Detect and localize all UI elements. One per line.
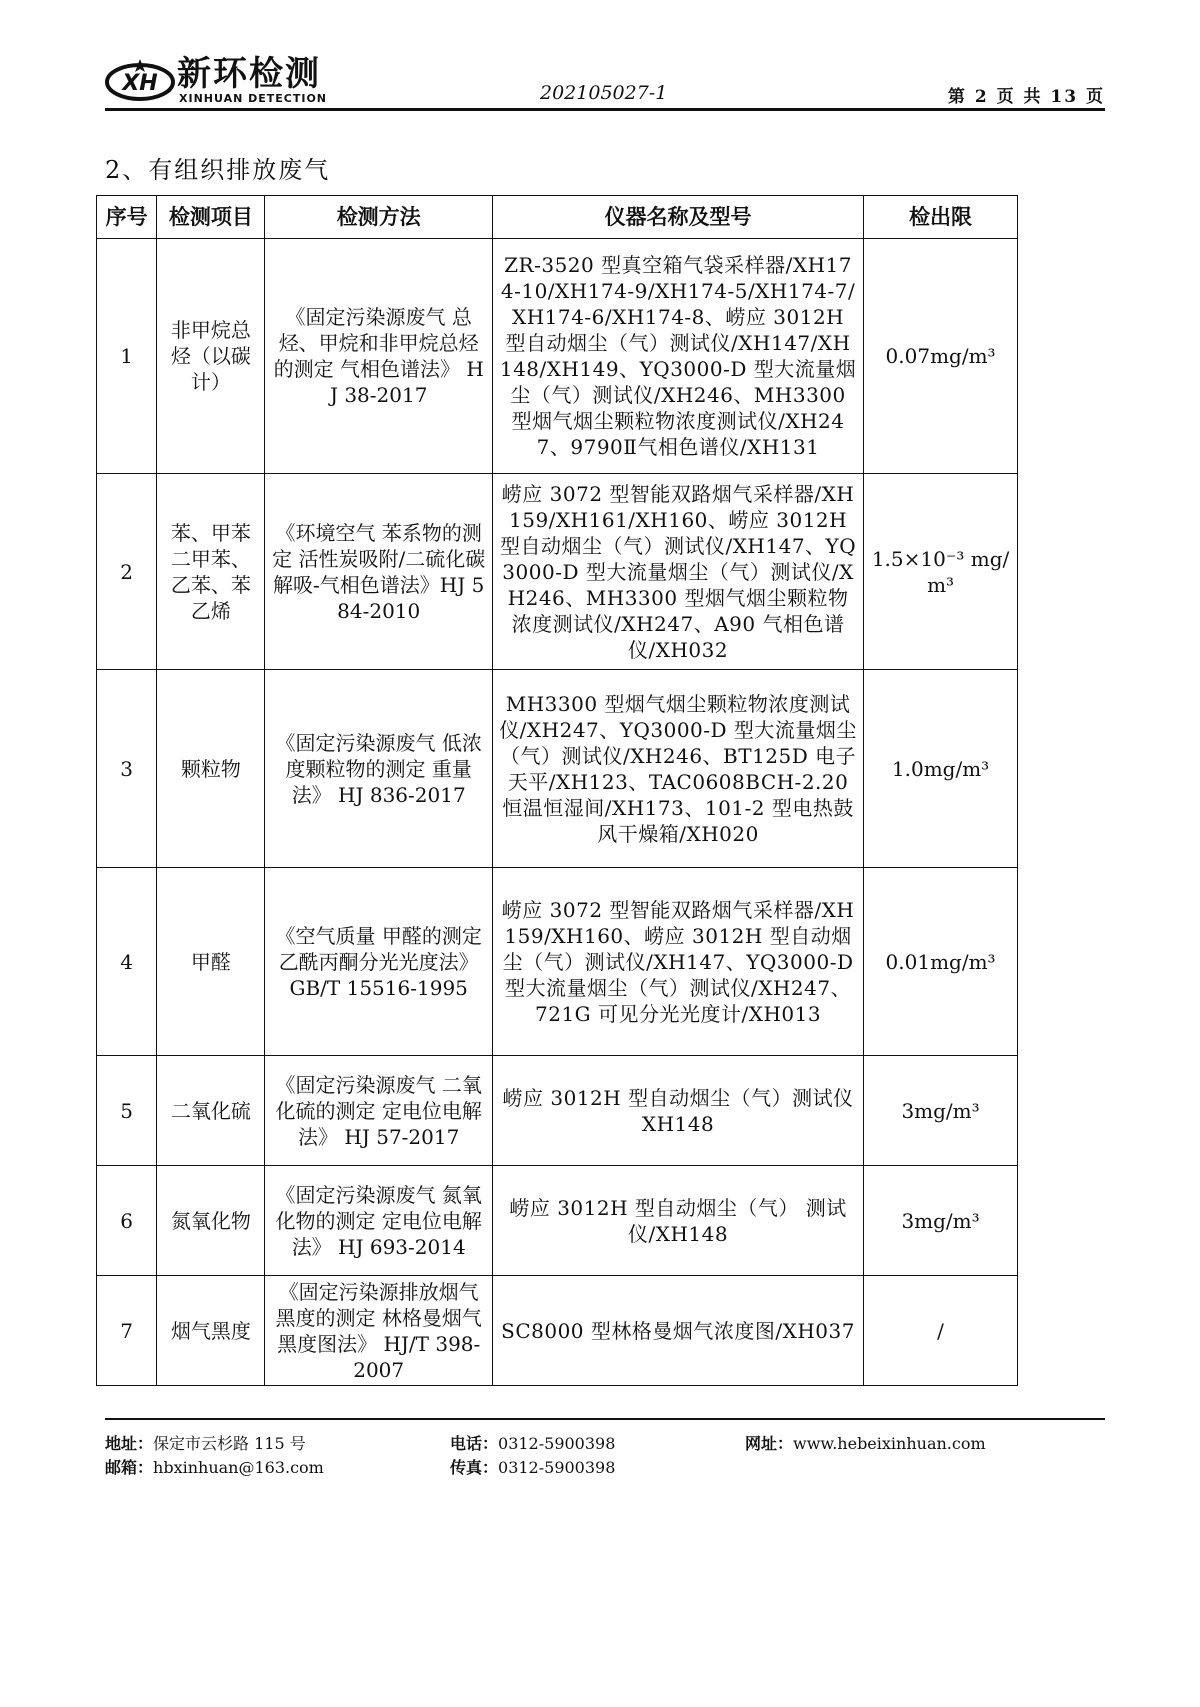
cell-limit: 1.5×10⁻³ mg/m³ [864,474,1018,670]
cell-no: 7 [97,1276,157,1386]
header-limit: 检出限 [864,196,1018,239]
table-row [97,1056,1018,1166]
phone-value: 0312-5900398 [498,1434,616,1453]
cell-instrument: MH3300 型烟气烟尘颗粒物浓度测试仪/XH247、YQ3000-D 型大流量烟尘（气）测试仪/XH246、BT125D 电子天平/XH123、TAC0608BCH-2.20 恒温恒湿间/XH173、101-2 型电热鼓风干燥箱/XH020 [493,670,864,868]
cell-method: 《空气质量 甲醛的测定 乙酰丙酮分光光度法》 GB/T 15516-1995 [265,868,493,1056]
phone-label: 电话： [450,1434,499,1453]
cell-instrument: ZR-3520 型真空箱气袋采样器/XH174-10/XH174-9/XH174-5/XH174-7/XH174-6/XH174-8、崂应 3012H 型自动烟尘（气）测试仪/XH147/XH148/XH149、YQ3000-D 型大流量烟尘（气）测试仪/XH246、MH3300 型烟气烟尘颗粒物浓度测试仪/XH247、9790Ⅱ气相色谱仪/XH131 [493,239,864,474]
cell-item: 颗粒物 [157,670,265,868]
cell-item: 烟气黑度 [157,1276,265,1386]
cell-limit: 0.01mg/m³ [864,868,1018,1056]
email-label: 邮箱： [105,1458,154,1477]
brand-name-cn: 新环检测 [177,54,321,94]
cell-instrument: 崂应 3072 型智能双路烟气采样器/XH159/XH160、崂应 3012H 型自动烟尘（气）测试仪/XH147、YQ3000-D 型大流量烟尘（气）测试仪/XH247、721G 可见分光光度计/XH013 [493,868,864,1056]
header-no: 序号 [97,196,157,239]
footer-phone [450,1432,615,1456]
cell-method: 《固定污染源废气 氮氧化物的测定 定电位电解法》 HJ 693-2014 [265,1166,493,1276]
cell-no: 4 [97,868,157,1056]
cell-instrument: 崂应 3012H 型自动烟尘（气） 测试仪/XH148 [493,1166,864,1276]
cell-no: 3 [97,670,157,868]
logo-mark-text: XH [122,71,158,96]
table-row [97,670,1018,868]
cell-limit: 1.0mg/m³ [864,670,1018,868]
cell-instrument: 崂应 3072 型智能双路烟气采样器/XH159/XH161/XH160、崂应 3012H 型自动烟尘（气）测试仪/XH147、YQ3000-D 型大流量烟尘（气）测试仪/XH246、MH3300 型烟气烟尘颗粒物浓度测试仪/XH247、A90 气相色谱仪/XH032 [493,474,864,670]
cell-limit: 3mg/m³ [864,1166,1018,1276]
table-row [97,1166,1018,1276]
fax-label: 传真： [450,1458,499,1477]
cell-method: 《固定污染源排放烟气黑度的测定 林格曼烟气黑度图法》 HJ/T 398-2007 [265,1276,493,1386]
cell-no: 2 [97,474,157,670]
cell-instrument: SC8000 型林格曼烟气浓度图/XH037 [493,1276,864,1386]
header-instrument: 仪器名称及型号 [493,196,864,239]
web-value[interactable]: www.hebeixinhuan.com [793,1434,986,1453]
cell-limit: 0.07mg/m³ [864,239,1018,474]
footer-email [105,1456,324,1480]
address-value: 保定市云杉路 115 号 [153,1434,306,1453]
address-label: 地址： [105,1434,154,1453]
cell-instrument: 崂应 3012H 型自动烟尘（气）测试仪 XH148 [493,1056,864,1166]
cell-item: 甲醛 [157,868,265,1056]
cell-item: 非甲烷总烃（以碳计） [157,239,265,474]
page-header [105,52,1105,110]
report-number: 202105027-1 [540,82,668,104]
section-title: 2、有组织排放废气 [105,156,331,184]
footer-website [745,1432,986,1456]
cell-method: 《固定污染源废气 二氧化硫的测定 定电位电解法》 HJ 57-2017 [265,1056,493,1166]
email-value[interactable]: hbxinhuan@163.com [153,1458,324,1477]
company-logo [105,52,355,108]
cell-no: 5 [97,1056,157,1166]
table-row [97,868,1018,1056]
footer-address [105,1432,306,1456]
table-row [97,239,1018,474]
brand-name-en: XINHUAN DETECTION [179,92,328,105]
cell-method: 《固定污染源废气 总烃、甲烷和非甲烷总烃的测定 气相色谱法》 HJ 38-2017 [265,239,493,474]
web-label: 网址： [745,1434,794,1453]
cell-item: 苯、甲苯二甲苯、乙苯、苯乙烯 [157,474,265,670]
cell-no: 1 [97,239,157,474]
page-indicator: 第 2 页 共 13 页 [947,87,1105,107]
cell-limit: / [864,1276,1018,1386]
header-item: 检测项目 [157,196,265,239]
footer-fax [450,1456,615,1480]
table-header-row [97,196,1018,239]
cell-item: 氮氧化物 [157,1166,265,1276]
header-method: 检测方法 [265,196,493,239]
fax-value: 0312-5900398 [498,1458,616,1477]
table-row [97,1276,1018,1386]
cell-no: 6 [97,1166,157,1276]
cell-limit: 3mg/m³ [864,1056,1018,1166]
header-divider [105,108,1105,111]
footer-divider [105,1418,1105,1420]
cell-method: 《固定污染源废气 低浓度颗粒物的测定 重量法》 HJ 836-2017 [265,670,493,868]
table-row [97,474,1018,670]
xh-logo-icon [105,58,175,102]
test-methods-table [96,195,1018,1386]
cell-method: 《环境空气 苯系物的测定 活性炭吸附/二硫化碳解吸-气相色谱法》HJ 584-2010 [265,474,493,670]
cell-item: 二氧化硫 [157,1056,265,1166]
